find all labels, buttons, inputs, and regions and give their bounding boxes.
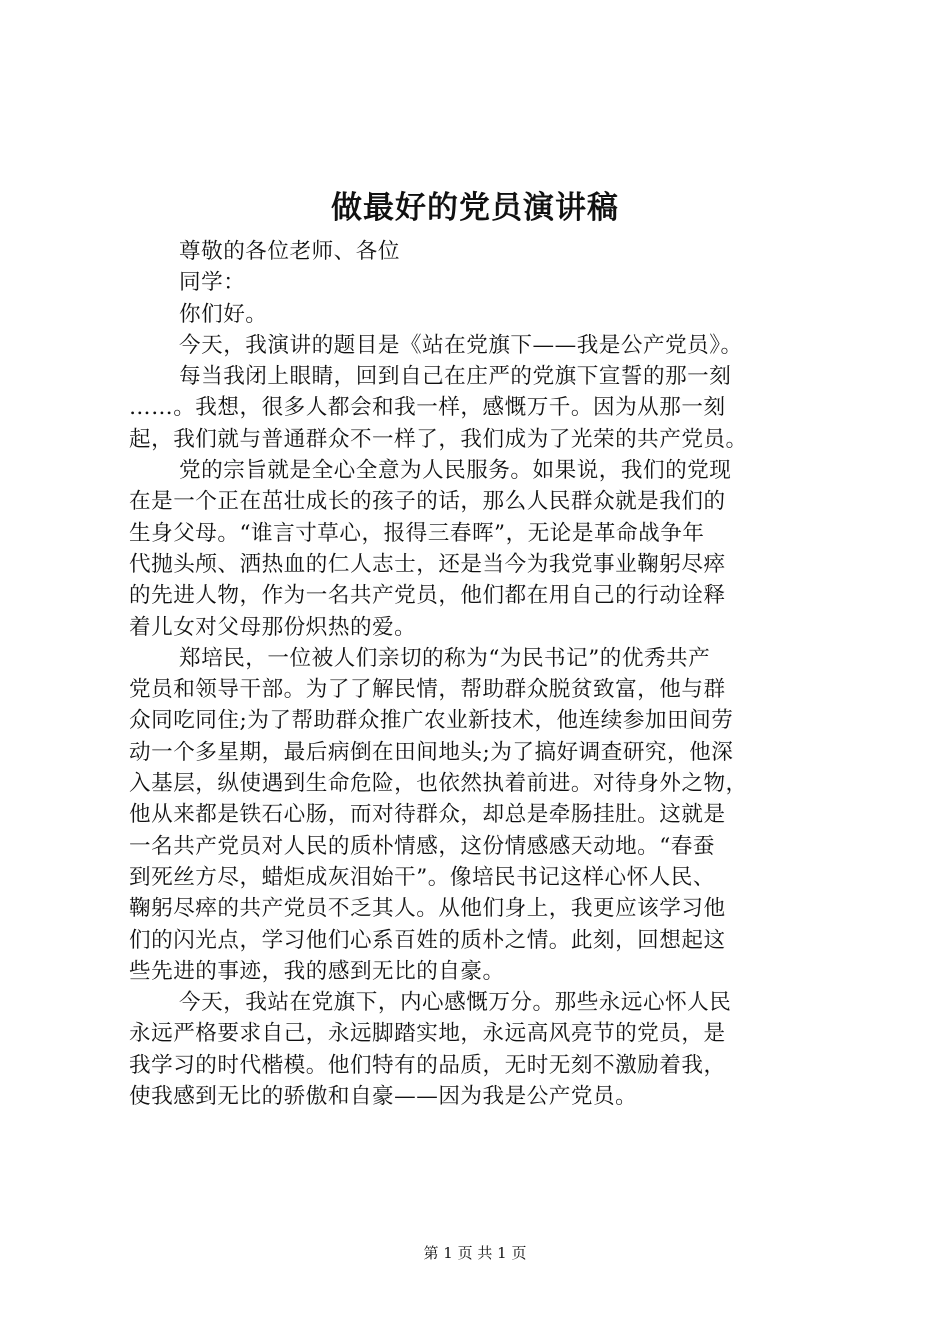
text-line: 众同吃同住;为了帮助群众推广农业新技术，他连续参加田间劳 [129, 708, 734, 734]
text-line: 入基层，纵使遇到生命危险，也依然执着前进。对待身外之物， [129, 771, 748, 797]
document-body [129, 236, 829, 1112]
text-line: 们的闪光点，学习他们心系百姓的质朴之情。此刻，回想起这 [129, 927, 726, 953]
text-line: 尊敬的各位老师、各位 [179, 239, 400, 264]
text-line: ……。我想，很多人都会和我一样，感慨万千。因为从那一刻 [129, 395, 726, 421]
text-line: 他从来都是铁石心肠，而对待群众，却总是牵肠挂肚。这就是 [129, 802, 726, 828]
text-line: 使我感到无比的骄傲和自豪——因为我是公产党员。 [129, 1084, 638, 1110]
text-line: 生身父母。“谁言寸草心，报得三春晖”，无论是革命战争年 [129, 520, 705, 546]
text-line: 些先进的事迹，我的感到无比的自豪。 [129, 958, 505, 984]
page-footer: 第 1 页 共 1 页 [423, 1244, 527, 1262]
text-line: 的先进人物，作为一名共产党员，他们都在用自己的行动诠释 [129, 583, 726, 609]
text-line: 在是一个正在茁壮成长的孩子的话，那么人民群众就是我们的 [129, 489, 726, 515]
text-line: 动一个多星期，最后病倒在田间地头;为了搞好调查研究，他深 [129, 739, 734, 765]
document-title: 做最好的党员演讲稿 [331, 190, 619, 226]
text-line: 代抛头颅、洒热血的仁人志士，还是当今为我党事业鞠躬尽瘁 [129, 551, 726, 577]
text-line: 起，我们就与普通群众不一样了，我们成为了光荣的共产党员。 [129, 426, 748, 452]
text-line: 你们好。 [179, 301, 268, 327]
text-line: 到死丝方尽，蜡炬成灰泪始干”。像培民书记这样心怀人民、 [129, 864, 715, 890]
text-line: 今天，我演讲的题目是《站在党旗下——我是公产党员》。 [179, 332, 743, 358]
text-line: 郑培民，一位被人们亲切的称为“为民书记”的优秀共产 [179, 645, 711, 671]
text-line: 每当我闭上眼睛，回到自己在庄严的党旗下宣誓的那一刻 [179, 364, 732, 390]
text-line: 鞠躬尽瘁的共产党员不乏其人。从他们身上，我更应该学习他 [129, 896, 726, 922]
text-line: 一名共产党员对人民的质朴情感，这份情感感天动地。“春蚕 [129, 833, 715, 859]
text-line: 我学习的时代楷模。他们特有的品质，无时无刻不激励着我， [129, 1052, 726, 1078]
text-line: 同学： [179, 270, 246, 296]
text-line: 永远严格要求自己，永远脚踏实地，永远高风亮节的党员，是 [129, 1021, 726, 1047]
text-line: 党的宗旨就是全心全意为人民服务。如果说，我们的党现 [179, 458, 732, 484]
text-line: 今天，我站在党旗下，内心感慨万分。那些永远心怀人民 [179, 990, 732, 1016]
text-line: 着儿女对父母那份炽热的爱。 [129, 614, 417, 640]
text-line: 党员和领导干部。为了了解民情，帮助群众脱贫致富，他与群 [129, 677, 726, 703]
